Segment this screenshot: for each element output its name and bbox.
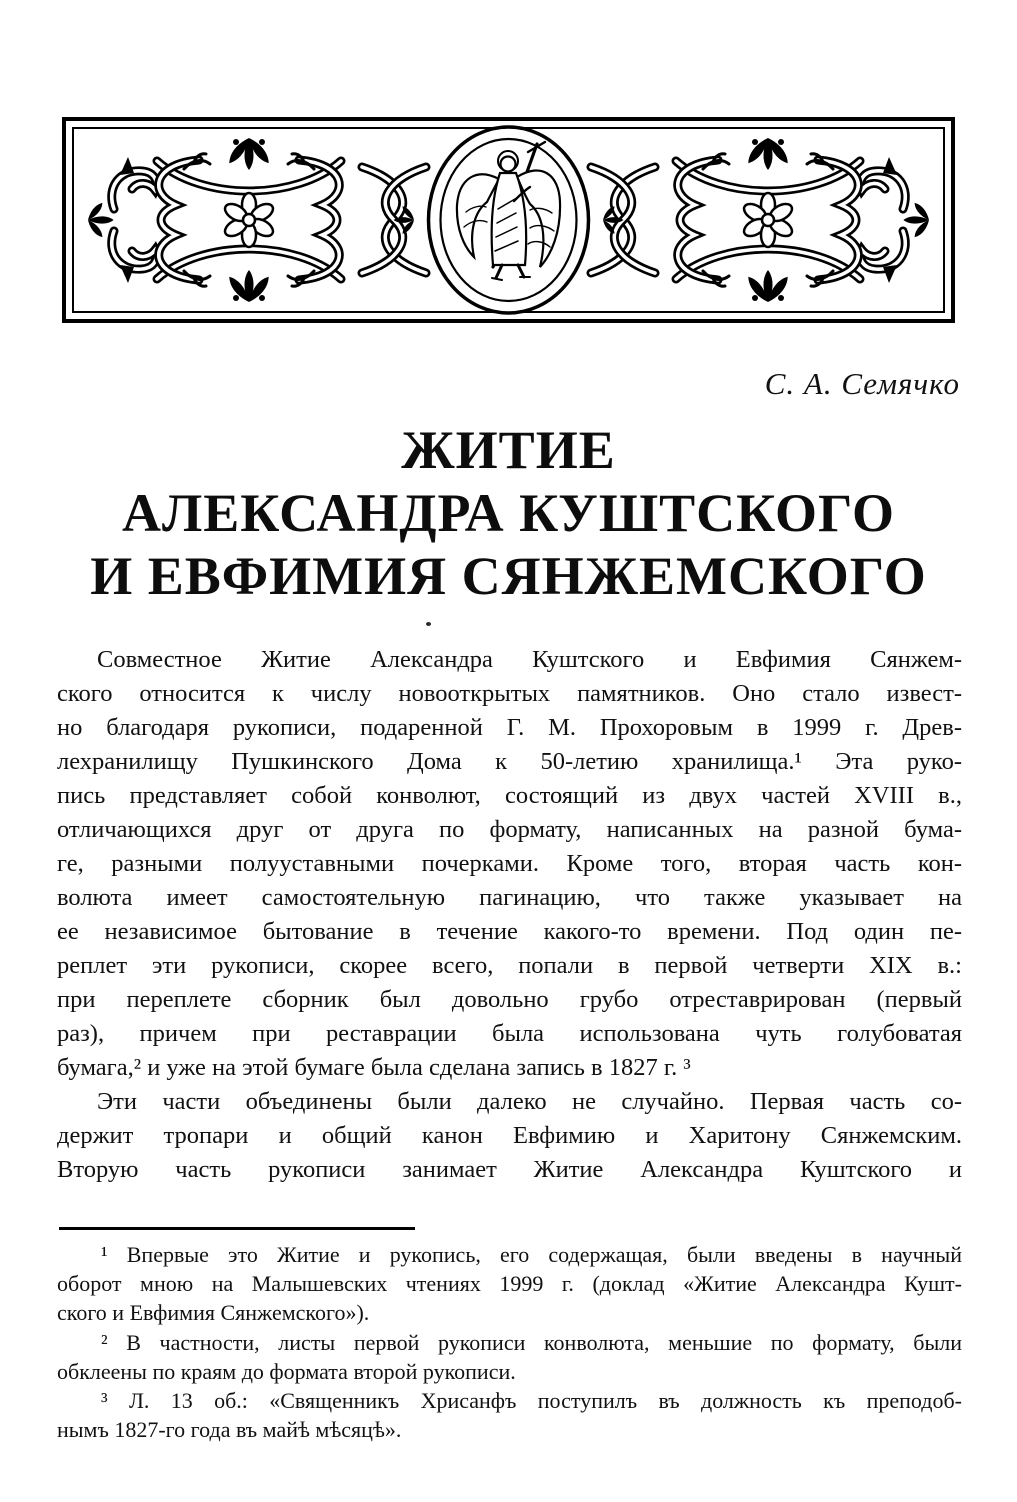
text-line: ³ Л. 13 об.: «Священникъ Хрисанфъ поступилъ въ должность къ преподоб- bbox=[101, 1388, 962, 1414]
text-line: при переплете сборник был довольно грубо отреставрирован (первый bbox=[57, 986, 962, 1013]
angel-medallion-icon bbox=[429, 127, 589, 313]
headpiece-engraving bbox=[62, 117, 955, 323]
text-line: бумага,² и уже на этой бумаге была сделана запись в 1827 г. ³ bbox=[57, 1054, 691, 1081]
text-line: реплет эти рукописи, скорее всего, попали в первой четверти XIX в.: bbox=[57, 952, 962, 979]
text-line: волюта имеет самостоятельную пагинацию, что также указывает на bbox=[57, 884, 962, 911]
scan-artifact-dot bbox=[426, 622, 431, 626]
text-line: раз), причем при реставрации была использована чуть голубоватая bbox=[57, 1020, 962, 1047]
text-line: Эти части объединены были далеко не случайно. Первая часть со- bbox=[97, 1088, 962, 1115]
text-line: ского и Евфимия Сянжемского»). bbox=[57, 1300, 370, 1326]
footnote-rule bbox=[59, 1227, 415, 1230]
paragraph bbox=[57, 643, 962, 1085]
title-line-2: АЛЕКСАНДРА КУШТСКОГО bbox=[122, 483, 895, 543]
text-line: ее независимое бытование в течение какого-то времени. Под один пе- bbox=[57, 918, 962, 945]
footnotes bbox=[57, 1240, 962, 1444]
text-line: лехранилищу Пушкинского Дома к 50-летию хранилища.¹ Эта руко- bbox=[57, 748, 962, 775]
text-line: оборот мною на Малышевских чтениях 1999 г. (доклад «Житие Александра Кушт- bbox=[57, 1271, 962, 1297]
paragraph bbox=[57, 1085, 962, 1187]
paragraph bbox=[57, 1240, 962, 1328]
text-line: нымъ 1827-го года въ майѣ мѣсяцѣ». bbox=[57, 1417, 402, 1443]
ornamental-headpiece bbox=[62, 117, 955, 323]
article-title bbox=[0, 419, 1017, 608]
text-line: обклеены по краям до формата второй рукописи. bbox=[57, 1358, 516, 1384]
author-byline: С. А. Семячко bbox=[764, 366, 960, 401]
text-line: ² В частности, листы первой рукописи конволюта, меньшие по формату, были bbox=[101, 1329, 962, 1355]
text-line: но благодаря рукописи, подаренной Г. М. Прохоровым в 1999 г. Древ- bbox=[57, 714, 962, 741]
paragraph bbox=[57, 1386, 962, 1444]
text-line: ¹ Впервые это Житие и рукопись, его содержащая, были введены в научный bbox=[101, 1242, 962, 1267]
text-line: держит тропари и общий канон Евфимию и Харитону Сянжемским. bbox=[57, 1122, 962, 1149]
text-line: пись представляет собой конволют, состоящий из двух частей XVIII в., bbox=[57, 782, 962, 809]
text-line: ге, разными полууставными почерками. Кроме того, вторая часть кон- bbox=[57, 850, 962, 877]
text-line: ского относится к числу новооткрытых памятников. Оно стало извест- bbox=[57, 680, 962, 707]
text-line: Вторую часть рукописи занимает Житие Александра Куштского и bbox=[57, 1156, 962, 1183]
paragraph bbox=[57, 1328, 962, 1386]
text-line: отличающихся друг от друга по формату, написанных на разной бума- bbox=[57, 816, 962, 843]
title-line-3: И ЕВФИМИЯ СЯНЖЕМСКОГО bbox=[90, 546, 927, 606]
title-line-1: ЖИТИЕ bbox=[401, 420, 616, 480]
text-line: Совместное Житие Александра Куштского и Евфимия Сянжем- bbox=[97, 646, 962, 673]
body-text bbox=[57, 643, 962, 1187]
